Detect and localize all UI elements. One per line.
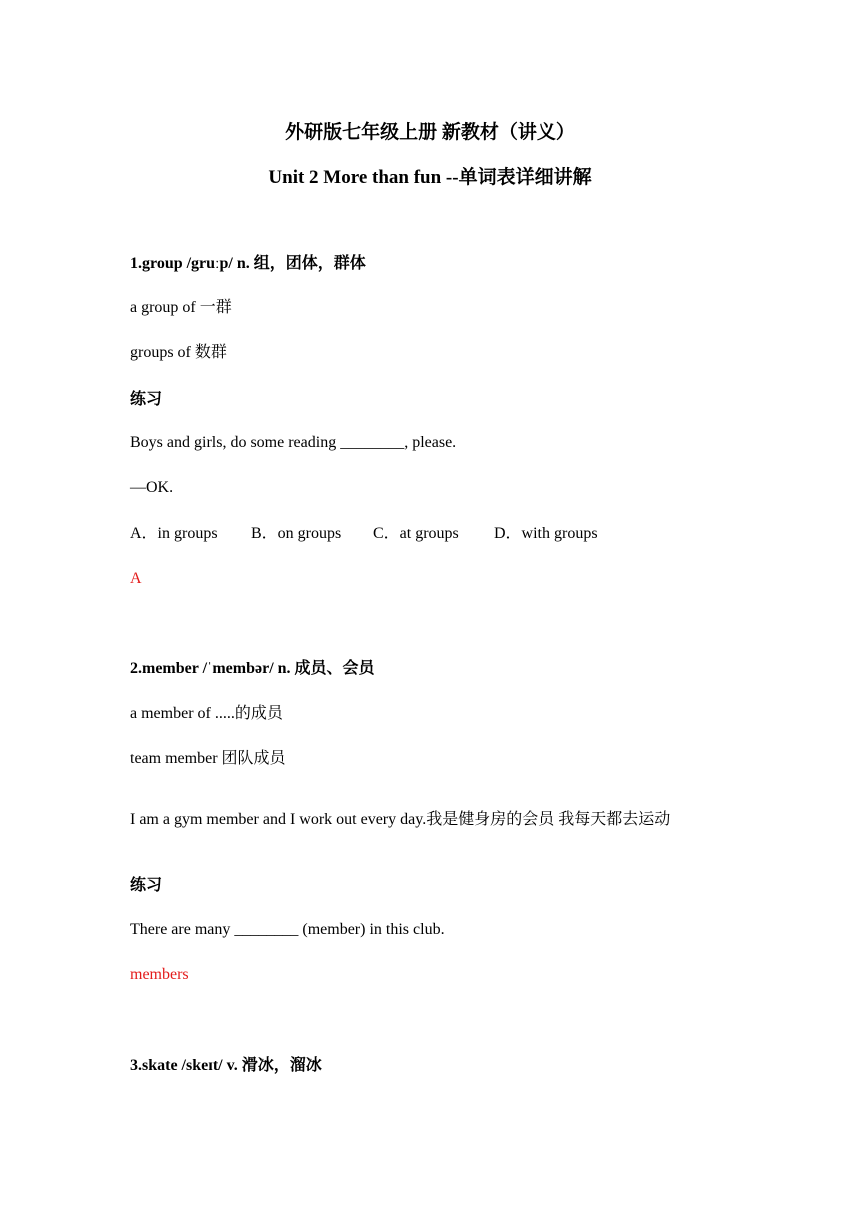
document-title: 外研版七年级上册 新教材（讲义） (285, 122, 575, 143)
answer-text: A (130, 570, 142, 587)
phrase-line: team member 团队成员 (130, 750, 286, 767)
phrase-line: a member of .....的成员 (130, 705, 283, 722)
practice-question: Boys and girls, do some reading ________, please. (130, 434, 457, 451)
document-subtitle: Unit 2 More than fun --单词表详细讲解 (268, 167, 592, 188)
practice-question: There are many ________ (member) in this club. (130, 921, 445, 938)
word-heading-member: 2.member /ˈmembər/ n. 成员、会员 (130, 660, 375, 677)
phrase-line: a group of 一群 (130, 299, 232, 316)
practice-label: 练习 (130, 389, 163, 408)
practice-question-reply: —OK. (130, 479, 174, 496)
practice-label: 练习 (130, 875, 163, 894)
option-d: D．with groups (494, 525, 598, 542)
option-a: A．in groups (130, 525, 218, 542)
word-heading-group: 1.group /gruːp/ n. 组，团体，群体 (130, 255, 366, 272)
option-c: C．at groups (373, 525, 459, 542)
word-heading-skate: 3.skate /skeɪt/ v. 滑冰，溜冰 (130, 1057, 322, 1074)
phrase-line: groups of 数群 (130, 344, 227, 361)
example-sentence: I am a gym member and I work out every day.我是健身房的会员 我每天都去运动 (130, 811, 671, 828)
option-b: B．on groups (251, 525, 342, 542)
answer-text: members (130, 966, 189, 983)
answer-options (130, 524, 598, 544)
